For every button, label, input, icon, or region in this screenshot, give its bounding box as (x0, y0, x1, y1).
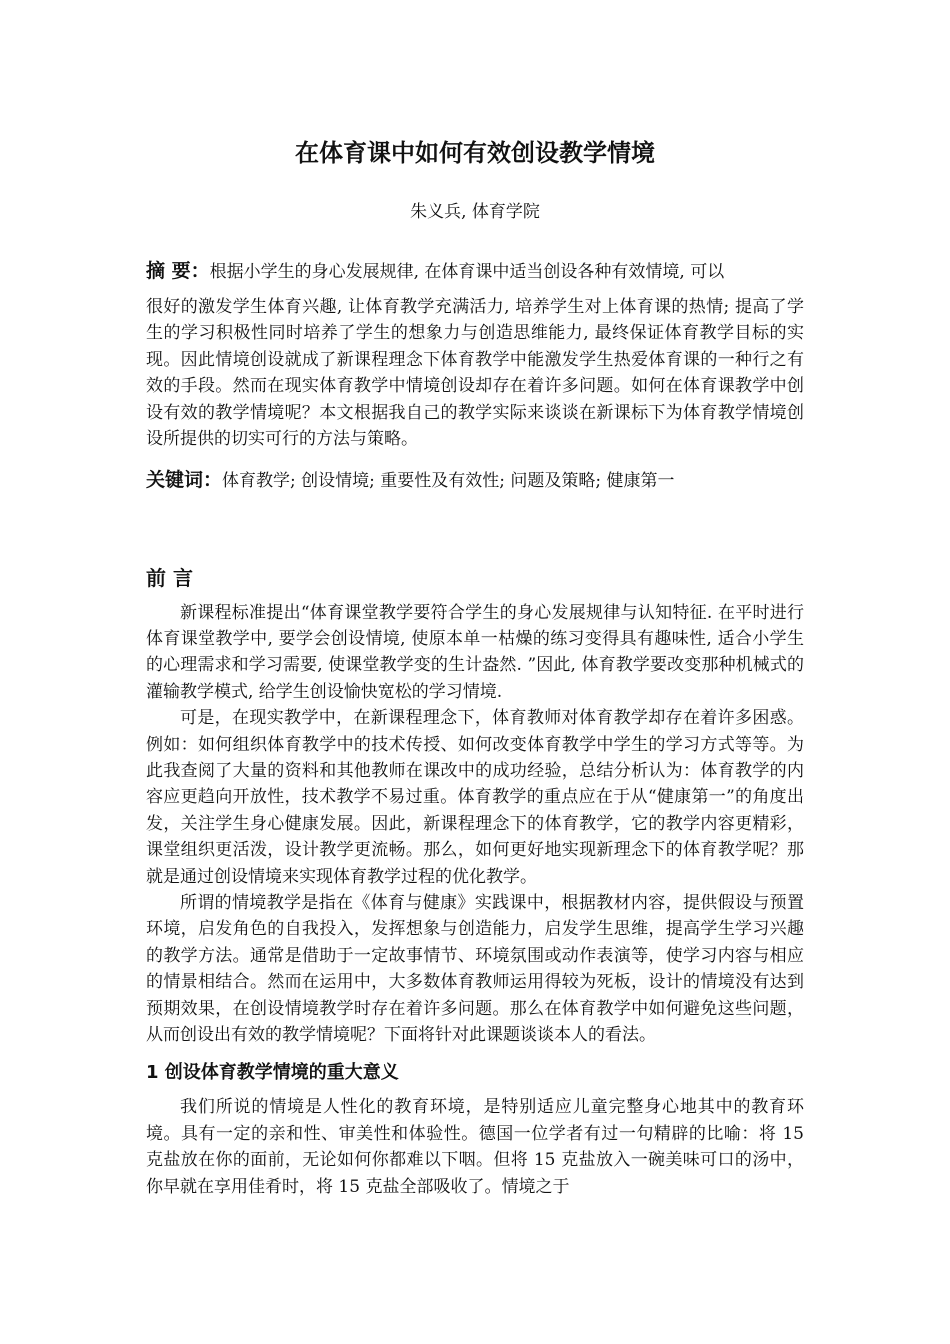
keywords-label: 关键词： (146, 468, 223, 491)
abstract-first-line (146, 258, 804, 286)
section-1-paragraph-1: 我们所说的情境是人性化的教育环境，是特别适应儿童完整身心地其中的教育环境。具有一定的亲和性、审美性和体验性。德国一位学者有过一句精辟的比喻：将 15 克盐放在你的面前，无论如何你都难以下咽。但将 15 克盐放入一碗美味可口的汤中，你早就在享用佳肴时，将 15 克盐全部吸收了。情境之于 (146, 1097, 804, 1197)
document-page (146, 136, 804, 1200)
abstract-label: 摘 要： (146, 260, 210, 282)
keywords (146, 467, 804, 494)
keywords-text: 体育教学; 创设情境; 重要性及有效性; 问题及策略; 健康第一 (222, 470, 675, 491)
document-title: 在体育课中如何有效创设教学情境 (295, 139, 655, 167)
preface-paragraph-3: 所谓的情境教学是指在《体育与健康》实践课中，根据教材内容，提供假设与预置环境，启发角色的自我投入，发挥想象与创造能力，启发学生思维，提高学生学习兴趣的教学方法。通常是借助于一定故事情节、环境氛围或动作表演等，使学习内容与相应的情景相结合。然而在运用中，大多数体育教师运用得较为死板，设计的情境没有达到预期效果，在创设情境教学时存在着许多问题。那么在体育教学中如何避免这些问题，从而创设出有效的教学情境呢？下面将针对此课题谈谈本人的看法。 (146, 892, 804, 1045)
section-1-heading: 1 创设体育教学情境的重大意义 (146, 1062, 399, 1084)
author-line: 朱义兵, 体育学院 (410, 202, 540, 222)
abstract-body: 很好的激发学生体育兴趣, 让体育教学充满活力, 培养学生对上体育课的热情; 提高了学生的学习积极性同时培养了学生的想象力与创造思维能力, 最终保证体育教学目标的实现。因此情境创设就成了新课程理念下体育教学中能激发学生热爱体育课的一种行之有效的手段。然而在现实体育教学中情境创设却存在着许多问题。如何在体育课教学中创设有效的教学情境呢？本文根据我自己的教学实际来谈谈在新课标下为体育教学情境创设所提供的切实可行的方法与策略。 (146, 296, 804, 449)
abstract-first-text: 根据小学生的身心发展规律, 在体育课中适当创设各种有效情境, 可以 (209, 262, 725, 282)
preface-paragraph-1: 新课程标准提出“体育课堂教学要符合学生的身心发展规律与认知特征. 在平时进行体育课堂教学中, 要学会创设情境, 使原本单一枯燥的练习变得具有趣味性, 适合小学生的心理需求和学习需要, 使课堂教学变的生计盎然. ”因此, 体育教学要改变那种机械式的灌输教学模式, 给学生创设愉快宽松的学习情境. (146, 602, 804, 702)
preface-heading: 前 言 (146, 565, 193, 590)
preface-paragraph-2: 可是，在现实教学中，在新课程理念下，体育教师对体育教学却存在着许多困惑。例如：如何组织体育教学中的技术传授、如何改变体育教学中学生的学习方式等等。为此我查阅了大量的资料和其他教师在课改中的成功经验，总结分析认为：体育教学的内容应更趋向开放性，技术教学不易过重。体育教学的重点应在于从“健康第一”的角度出发，关注学生身心健康发展。因此，新课程理念下的体育教学，它的教学内容更精彩，课堂组织更活泼，设计教学更流畅。那么，如何更好地实现新理念下的体育教学呢？那就是通过创设情境来实现体育教学过程的优化教学。 (146, 708, 804, 887)
abstract (146, 258, 804, 453)
